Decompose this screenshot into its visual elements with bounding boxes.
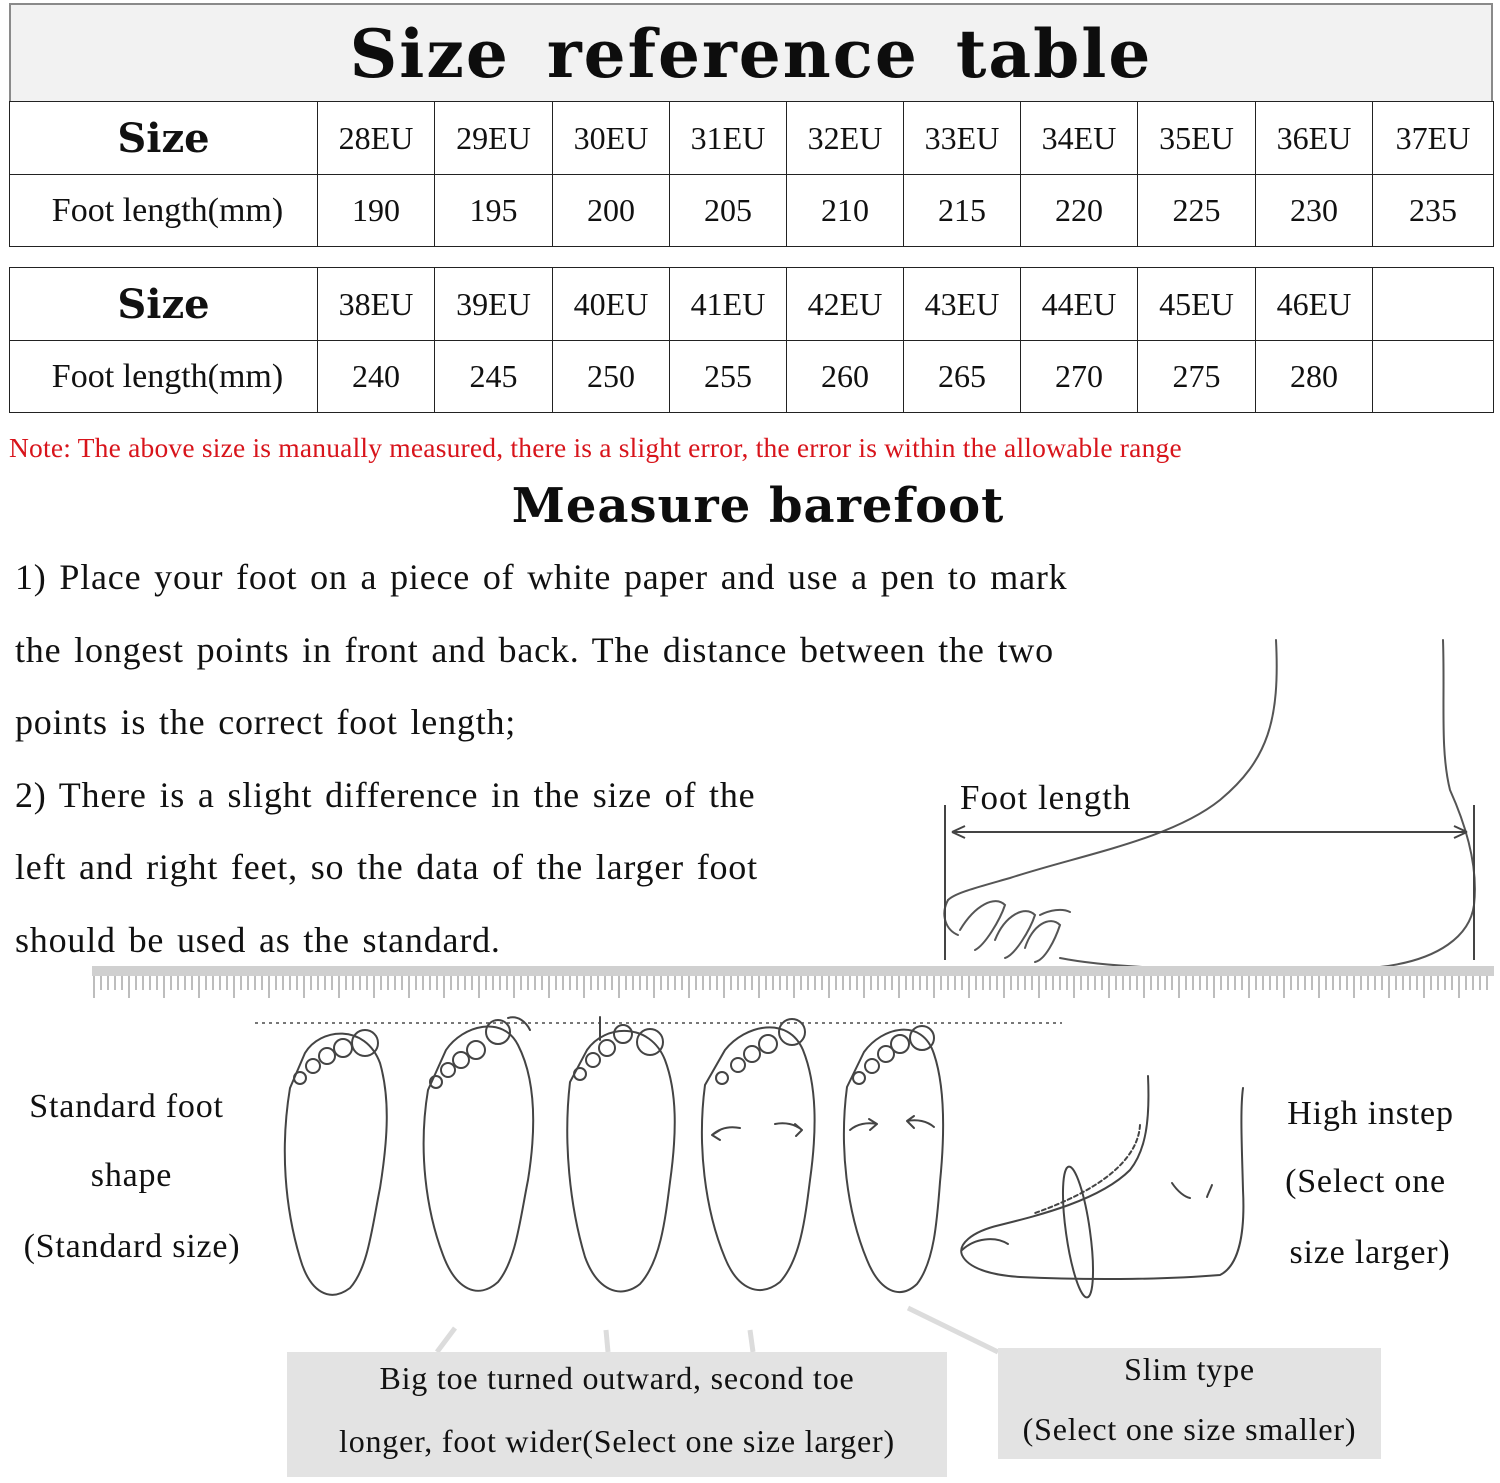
size-cell: 29EU	[435, 102, 553, 175]
length-cell: 250	[553, 341, 670, 413]
length-cell: 275	[1138, 341, 1256, 413]
size-cell: 41EU	[670, 268, 787, 341]
size-cell: 38EU	[318, 268, 435, 341]
standard-foot-label: Standard foot	[29, 1088, 224, 1125]
side-foot-illustration	[944, 640, 1475, 970]
ruler-strip	[92, 966, 1494, 998]
length-cell: 190	[318, 175, 435, 247]
length-cell: 240	[318, 341, 435, 413]
instruction-line: left and right feet, so the data of the larger foot	[15, 847, 758, 887]
length-cell: 195	[435, 175, 553, 247]
length-cell: 200	[553, 175, 670, 247]
greek-foot-icon	[567, 1017, 674, 1291]
slim-foot-label: Slim type	[1124, 1351, 1255, 1387]
length-cell: 245	[435, 341, 553, 413]
size-cell: 34EU	[1021, 102, 1138, 175]
slim-foot-label: (Select one size smaller)	[1022, 1411, 1357, 1447]
size-cell: 40EU	[553, 268, 670, 341]
standard-foot-label: shape	[90, 1157, 173, 1194]
length-header: Foot length(mm)	[10, 175, 318, 247]
size-cell: 30EU	[553, 102, 670, 175]
size-cell: 32EU	[787, 102, 904, 175]
size-cell: 45EU	[1138, 268, 1256, 341]
instruction-line: should be used as the standard.	[15, 920, 501, 960]
length-cell: 230	[1256, 175, 1373, 247]
size-header: Size	[10, 268, 318, 341]
page-title: Size reference table	[349, 14, 1153, 93]
length-cell: 210	[787, 175, 904, 247]
length-cell: 215	[904, 175, 1021, 247]
length-cell: 225	[1138, 175, 1256, 247]
size-cell: 31EU	[670, 102, 787, 175]
length-header: Foot length(mm)	[10, 341, 318, 413]
measurement-note: Note: The above size is manually measured, there is a slight error, the error is within the allowable range	[9, 432, 1182, 463]
connector-lines	[437, 1308, 998, 1352]
high-instep-label: (Select one	[1285, 1163, 1446, 1200]
size-header: Size	[10, 102, 318, 175]
high-instep-label: High instep	[1287, 1095, 1454, 1132]
size-cell: 33EU	[904, 102, 1021, 175]
size-cell: 39EU	[435, 268, 553, 341]
size-cell: 28EU	[318, 102, 435, 175]
size-cell: 46EU	[1256, 268, 1373, 341]
wide-foot-icon	[702, 1019, 815, 1290]
length-cell: 280	[1256, 341, 1373, 413]
length-cell: 220	[1021, 175, 1138, 247]
length-cell: 270	[1021, 341, 1138, 413]
length-cell: 205	[670, 175, 787, 247]
size-cell: 36EU	[1256, 102, 1373, 175]
instruction-line: points is the correct foot length;	[15, 702, 517, 742]
high-instep-foot-icon	[961, 1076, 1243, 1299]
length-cell: 260	[787, 341, 904, 413]
egyptian-foot-icon	[424, 1017, 534, 1290]
size-cell: 44EU	[1021, 268, 1138, 341]
foot-length-label: Foot length	[960, 778, 1132, 817]
size-cell: 42EU	[787, 268, 904, 341]
length-cell: 255	[670, 341, 787, 413]
size-cell: 35EU	[1138, 102, 1256, 175]
standard-foot-label: (Standard size)	[23, 1228, 241, 1265]
instruction-line: 1) Place your foot on a piece of white paper and use a pen to mark	[15, 557, 1068, 597]
slim-foot-icon	[844, 1026, 943, 1292]
size-cell: 43EU	[904, 268, 1021, 341]
length-cell: 265	[904, 341, 1021, 413]
high-instep-label: size larger)	[1289, 1234, 1451, 1271]
length-cell: 235	[1373, 175, 1494, 247]
measure-title: Measure barefoot	[511, 478, 1005, 534]
size-cell: 37EU	[1373, 102, 1494, 175]
wide-foot-label: Big toe turned outward, second toe	[379, 1360, 855, 1396]
instruction-line: the longest points in front and back. The distance between the two	[15, 630, 1054, 670]
standard-foot-icon	[285, 1030, 387, 1295]
instruction-line: 2) There is a slight difference in the size of the	[15, 775, 756, 815]
wide-foot-label: longer, foot wider(Select one size larger)	[339, 1423, 895, 1459]
